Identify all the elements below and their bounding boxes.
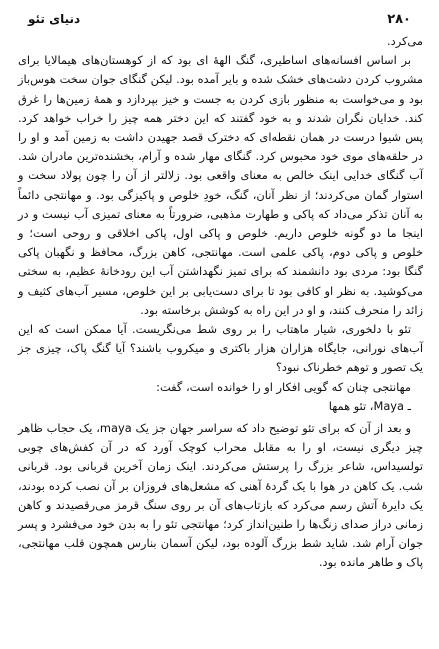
paragraph-mahantji-says: مهانتجی چنان که گویی افکار او را خوانده است، گفت: <box>156 379 411 394</box>
page-number: ۲۸۰ <box>387 12 411 27</box>
body-text <box>18 32 423 573</box>
paragraph-theo-doubt: تئو با دلخوری، شیار ماهتاب را بر روی شط می‌نگریست. آیا ممکن است که این آب‌های نورانی، جایگاه هزاران هزار باکتری و میکروب باشند؟ آیا گنگ پاک، چیزی جز یک تصور و توهم خطرناک نبود؟ <box>18 322 423 375</box>
paragraph-ganga-legend: بر اساس افسانه‌های اساطیری، گنگ الههٔ ای بود که از کوهستان‌های هیمالایا برای مشروب کردن دشت‌های خشک شده و بایر آمده بود. لیکن گنگای جوان سخت هوس‌باز بود و می‌خواست به منظور بازی کردن به جست و خیز بپردازد و همهٔ زمین‌ها را غرق کند. خدایان نگران شدند و به خود گفتند که این دختر همه چیز را خراب خواهد کرد. پس شیوا درست در همان نقطه‌ای که دخترک قصد جهیدن داشت به زمین آمد و او را در حلقه‌های موی خود محبوس کرد. گنگای مهار شده و آرام، بخشنده‌ترین مادران شد. آب گنگای خدایی اینک خالص به معنای واقعی بود. زلالتر از آن را چون پولاد سخت و استوار گمان می‌کردند؛ از نظر آنان، گنگ، خودِ خلوص و پاکیزگی بود. و مهانتجی دائماً به آنان تذکر می‌داد که پاکی و طهارت مذهبی، ضرورتاً به معنای تمیزی آب نیست و در اینجا ما دو گونه خلوص داریم. خلوص و پاکی اول، پاکی اخلاقی و روحی است؛ و خلوص و پاکی دوم، پاکی علمی است. مهانتجی، کاهن بزرگ، محافظ و نگهبان پاکی گنگا بود: مردی بود دانشمند که برای تمیز نگهداشتن آب این رودخانهٔ عظیم، به سختی می‌کوشید. به نظر او کافی بود تا برای دست‌یابی بر این خلوص، مسیر آب‌های کثیف و زائد را منحرف کنند، و او در این راه به کوشش برخاسته بود. <box>18 53 423 317</box>
running-title: دنیای تئو <box>28 12 81 26</box>
paragraph-maya-quote: ـ Maya، تئو همها <box>328 398 411 413</box>
running-head <box>18 6 423 32</box>
paragraph-evening-ritual: و بعد از آن که برای تئو توضیح داد که سراسر جهان جز یک maya، یک حجاب ظاهر چیز دیگری نیست، او را به مقابل محراب کوچک آورد که در آن کفش‌های چوبی تولسیداس، شاعر بزرگ را پرستش می‌کردند. اینک زمان آخرین قربانی بود. قربانی شب. یک کاهن در هوا با یک گردهٔ آهنی که مشعل‌های فروزان بر آن نصب کرده بودند، یک دایرهٔ آتش رسم می‌کرد که بازتاب‌های آن بر روی سنگ قرمز می‌رقصیدند و کاهن زمانی دراز صدای زنگ‌ها را طنین‌انداز کرد؛ مهانتجی تئو را به بدن خود می‌فشرد و پسر جوان آرام شد. شاید شط بزرگ آلوده بود، لیکن آسمان بنارس همچون قلب مهانتجی، پاک و طاهر مانده بود. <box>18 421 423 570</box>
book-page <box>18 6 423 644</box>
paragraph-continuation: می‌کرد. <box>387 34 423 48</box>
